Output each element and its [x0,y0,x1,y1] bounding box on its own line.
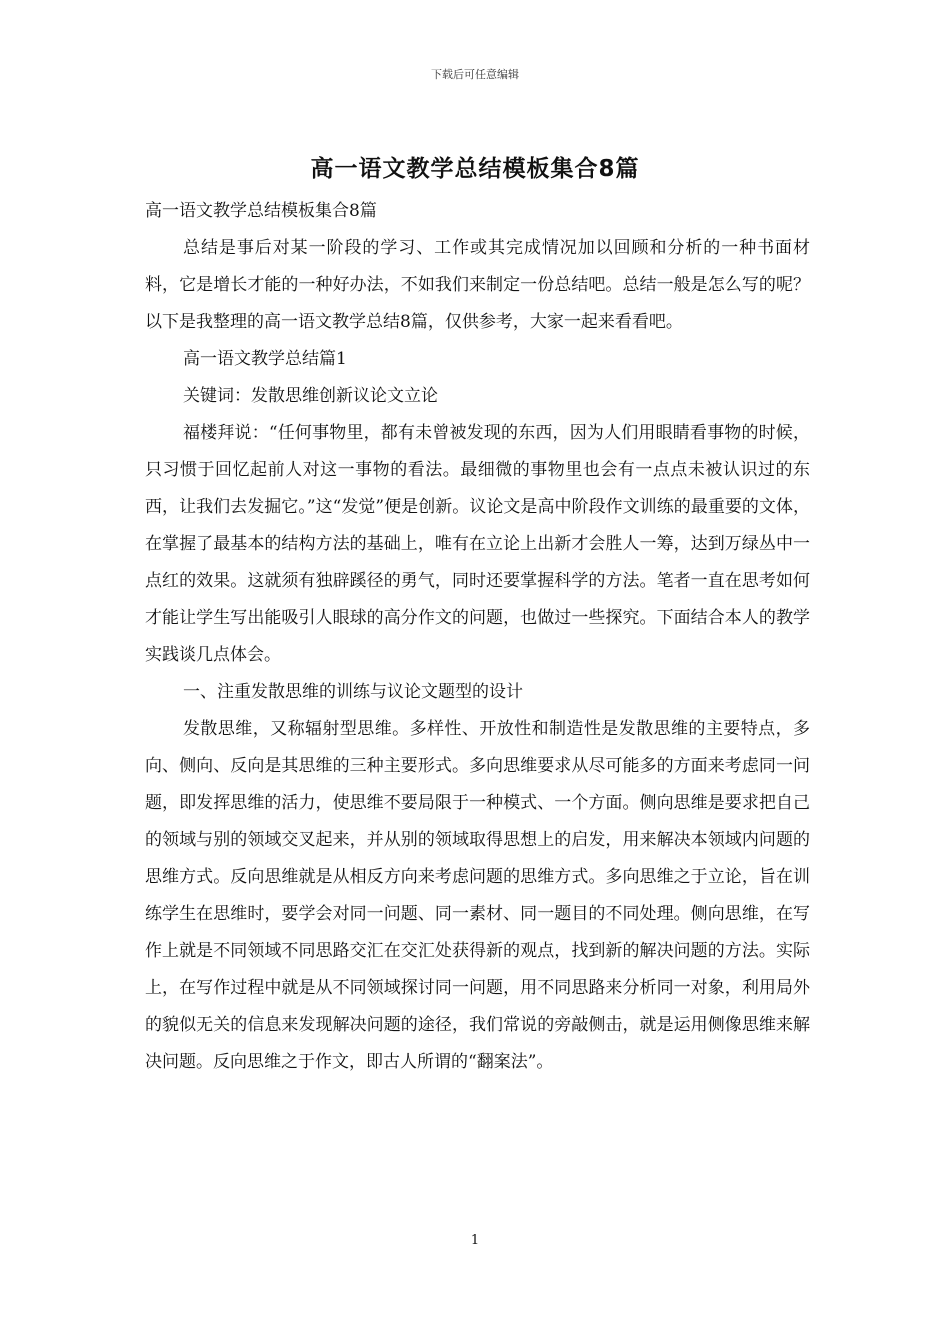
section-heading: 高一语文教学总结篇1 [183,349,347,369]
page-header: 下载后可任意编辑 [431,68,519,81]
body-paragraph: 发散思维，又称辐射型思维。多样性、开放性和制造性是发散思维的主要特点，多向、侧向、反向是其思维的三种主要形式。多向思维要求从尽可能多的方面来考虑同一问题，即发挥思维的活力，使思维不要局限于一种模式、一个方面。侧向思维是要求把自己的领域与别的领域交叉起来，并从别的领域取得思想上的启发，用来解决本领域内问题的思维方式。反向思维就是从相反方向来考虑问题的思维方式。多向思维之于立论，旨在训练学生在思维时，要学会对同一问题、同一素材、同一题目的不同处理。侧向思维，在写作上就是不同领域不同思路交汇在交汇处获得新的观点，找到新的解决问题的方法。实际上，在写作过程中就是从不同领域探讨同一问题，用不同思路来分析同一对象，利用局外的貌似无关的信息来发现解决问题的途径，我们常说的旁敲侧击，就是运用侧像思维来解决问题。反向思维之于作文，即古人所谓的“翻案法”。 [145,719,810,1072]
document-body [145,193,810,1081]
intro-paragraph: 总结是事后对某一阶段的学习、工作或其完成情况加以回顾和分析的一种书面材料，它是增长才能的一种好办法，不如我们来制定一份总结吧。总结一般是怎么写的呢？以下是我整理的高一语文教学总结8篇，仅供参考，大家一起来看看吧。 [145,238,810,332]
page-number: 1 [470,1233,480,1248]
subtitle-line: 高一语文教学总结模板集合8篇 [145,201,377,221]
document-title: 高一语文教学总结模板集合8篇 [310,156,640,182]
keywords-line: 关键词：发散思维创新议论文立论 [183,386,438,406]
subsection-heading: 一、注重发散思维的训练与议论文题型的设计 [183,682,523,702]
body-paragraph: 福楼拜说：“任何事物里，都有未曾被发现的东西，因为人们用眼睛看事物的时候，只习惯于回忆起前人对这一事物的看法。最细微的事物里也会有一点点未被认识过的东西，让我们去发掘它。”这“发觉”便是创新。议论文是高中阶段作文训练的最重要的文体，在掌握了最基本的结构方法的基础上，唯有在立论上出新才会胜人一筹，达到万绿丛中一点红的效果。这就须有独辟蹊径的勇气，同时还要掌握科学的方法。笔者一直在思考如何才能让学生写出能吸引人眼球的高分作文的问题，也做过一些探究。下面结合本人的教学实践谈几点体会。 [145,423,810,665]
